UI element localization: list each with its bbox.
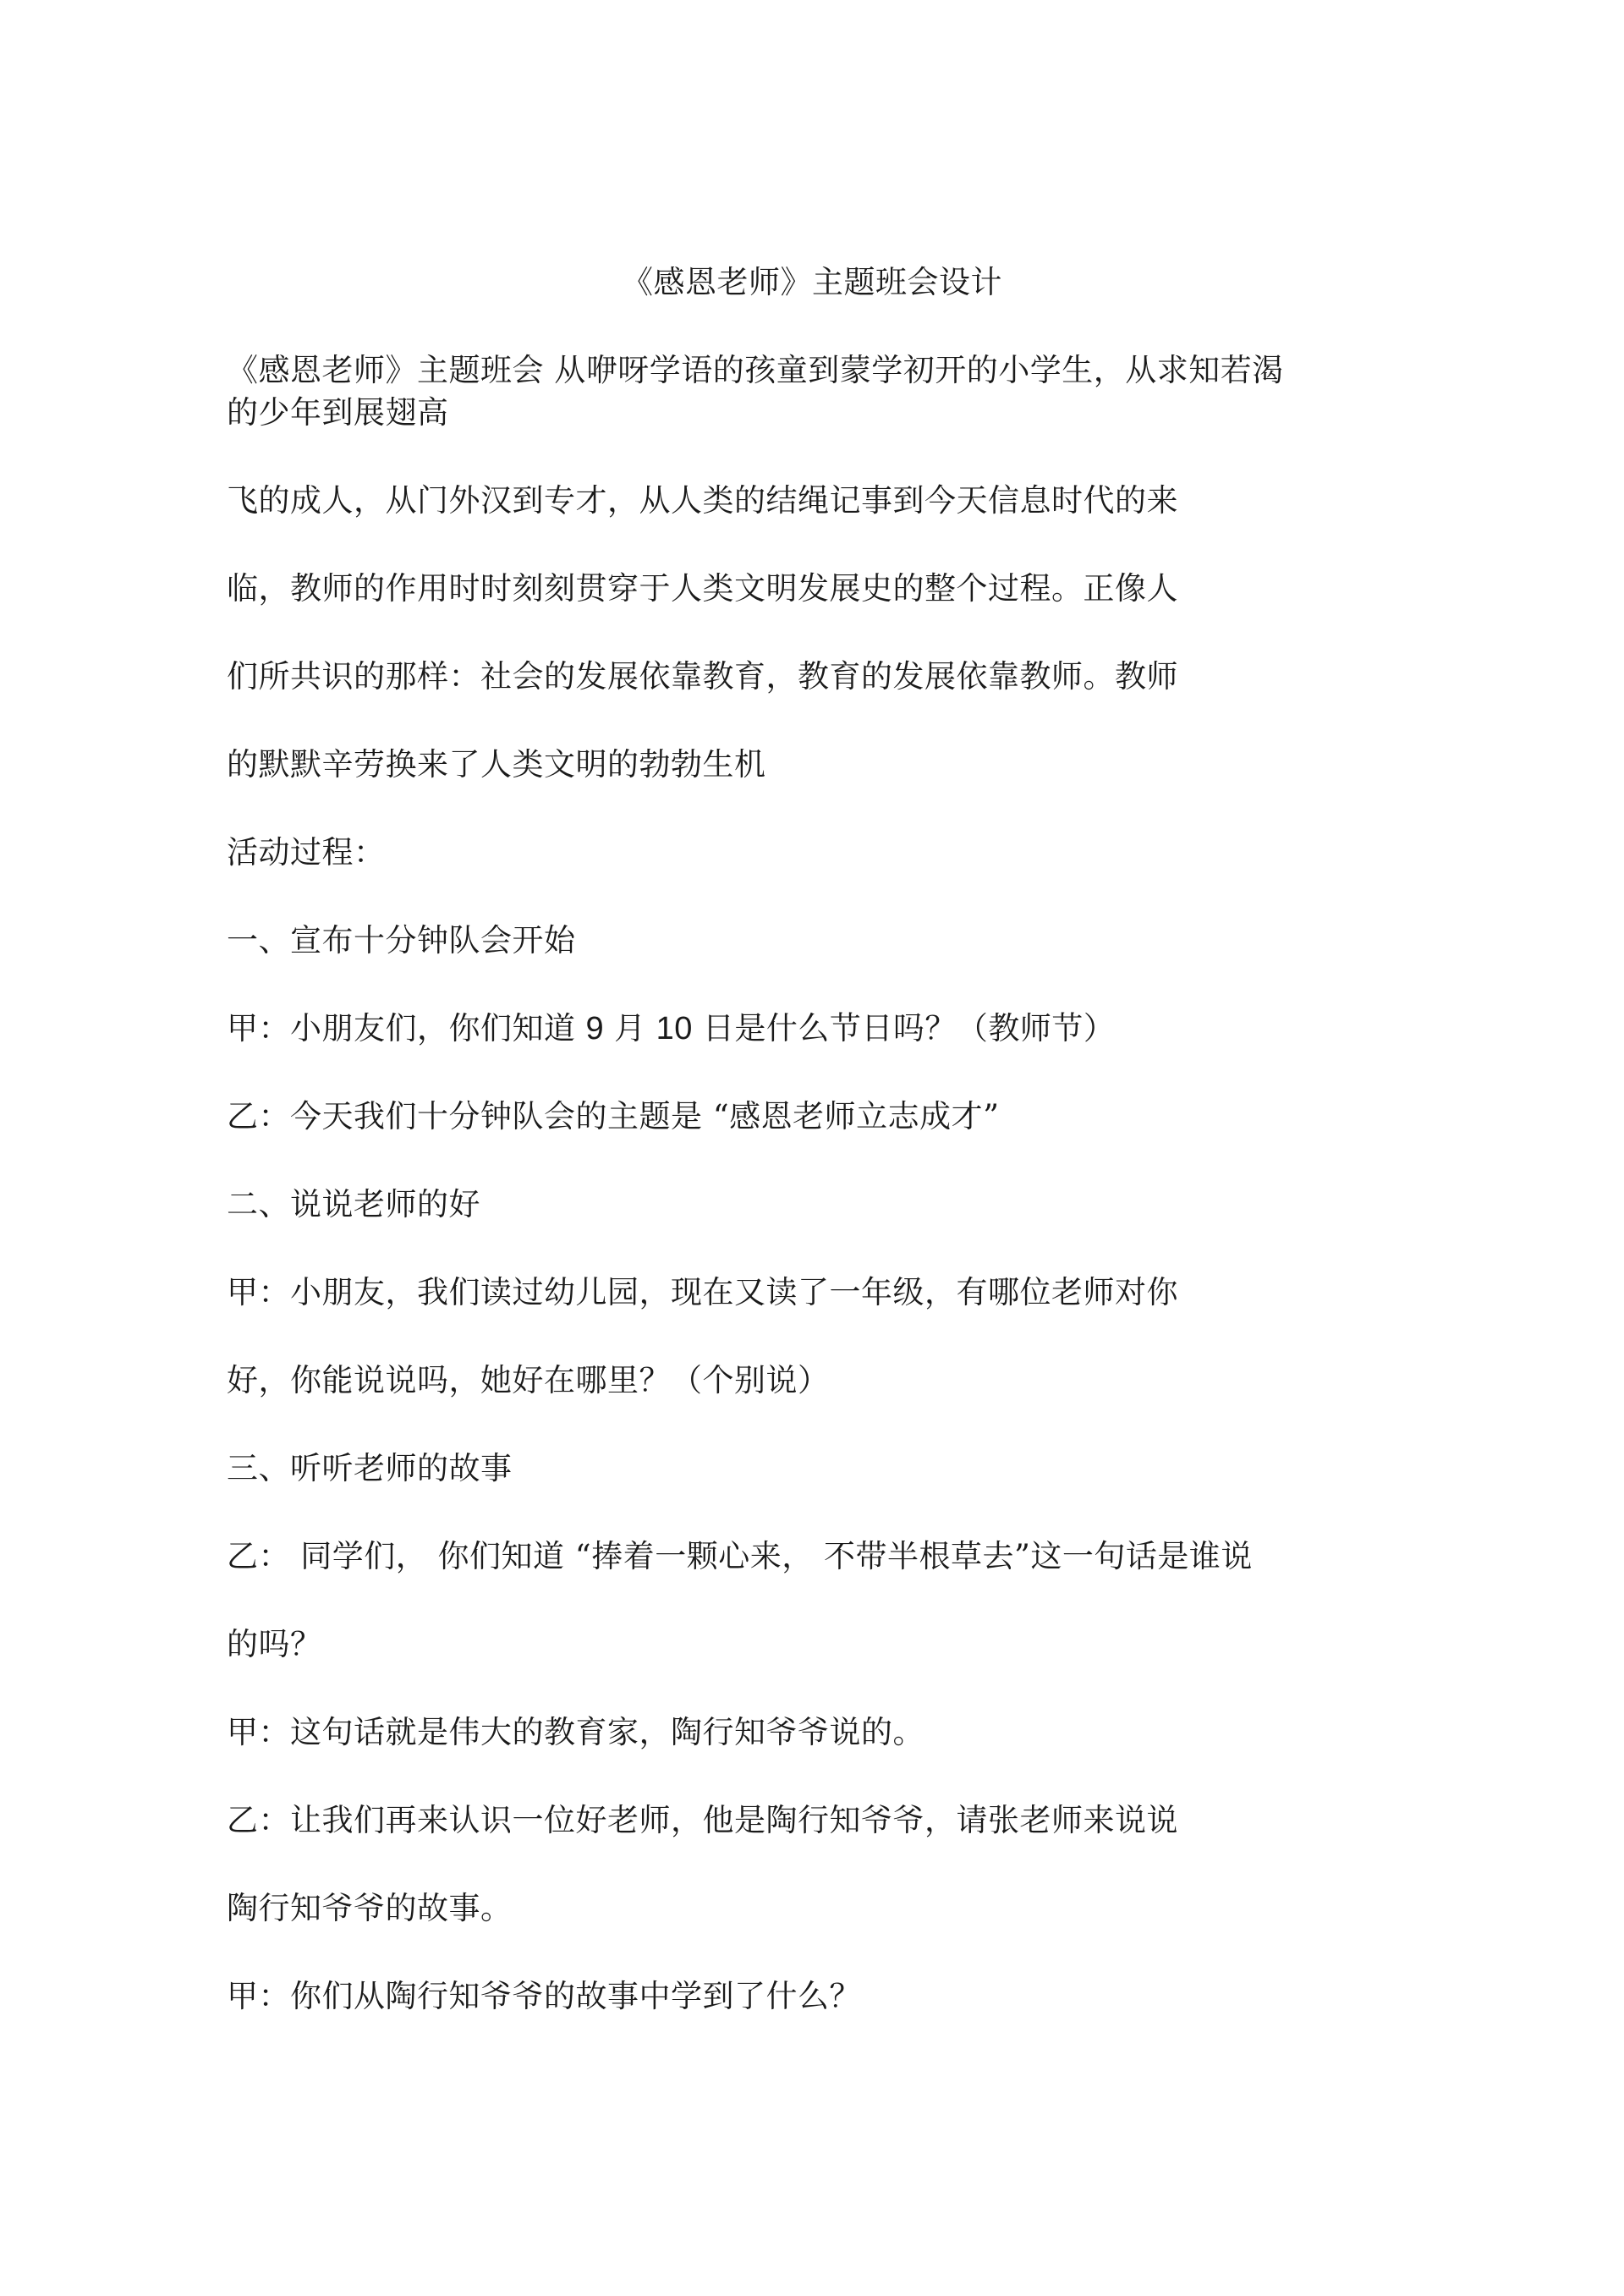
dialogue-jia-2-cont: 好，你能说说吗，她好在哪里？（个别说）	[227, 1362, 830, 1398]
dialogue-jia-1-suffix: 日是什么节日吗？（教师节）	[702, 1010, 1116, 1046]
dialogue-jia-1	[227, 1007, 1115, 1051]
dialogue-jia-3: 甲：这句话就是伟大的教育家，陶行知爷爷说的。	[227, 1714, 924, 1750]
dialogue-yi-3: 乙：让我们再来认识一位好老师，他是陶行知爷爷，请张老师来说说	[227, 1802, 1178, 1838]
section-heading-2: 二、说说老师的好	[227, 1186, 480, 1222]
dialogue-yi-1: 乙：今天我们十分钟队会的主题是 “感恩老师立志成才”	[227, 1098, 1000, 1134]
intro-line-6: 的默默辛劳换来了人类文明的勃勃生机	[227, 746, 766, 783]
month-number: 9	[585, 1011, 605, 1046]
activity-process-heading: 活动过程：	[227, 834, 386, 871]
dialogue-jia-2: 甲：小朋友，我们读过幼儿园，现在又读了一年级，有哪位老师对你	[227, 1274, 1178, 1310]
intro-line-5: 们所共识的那样：社会的发展依靠教育，教育的发展依靠教师。教师	[227, 658, 1178, 695]
intro-line-3: 飞的成人，从门外汉到专才，从人类的结绳记事到今天信息时代的来	[227, 482, 1178, 519]
dialogue-yi-2: 乙： 同学们， 你们知道 “捧着一颗心来， 不带半根草去”这一句话是谁说	[227, 1538, 1253, 1574]
intro-line-2: 的少年到展翅高	[227, 394, 449, 431]
intro-line-4: 临，教师的作用时时刻刻贯穿于人类文明发展史的整个过程。正像人	[227, 570, 1178, 607]
dialogue-jia-1-prefix: 甲：小朋友们，你们知道	[227, 1010, 576, 1046]
month-unit: 月	[614, 1010, 646, 1046]
document-title: 《感恩老师》主题班会设计	[622, 264, 1002, 300]
section-heading-1: 一、宣布十分钟队会开始	[227, 922, 576, 958]
dialogue-yi-3-cont: 陶行知爷爷的故事。	[227, 1890, 513, 1926]
dialogue-jia-4: 甲：你们从陶行知爷爷的故事中学到了什么？	[227, 1978, 861, 2014]
intro-line-1: 《感恩老师》主题班会 从咿呀学语的孩童到蒙学初开的小学生，从求知若渴	[227, 352, 1284, 388]
day-number: 10	[656, 1011, 693, 1046]
section-heading-3: 三、听听老师的故事	[227, 1450, 513, 1486]
dialogue-yi-2-cont: 的吗？	[227, 1626, 322, 1662]
